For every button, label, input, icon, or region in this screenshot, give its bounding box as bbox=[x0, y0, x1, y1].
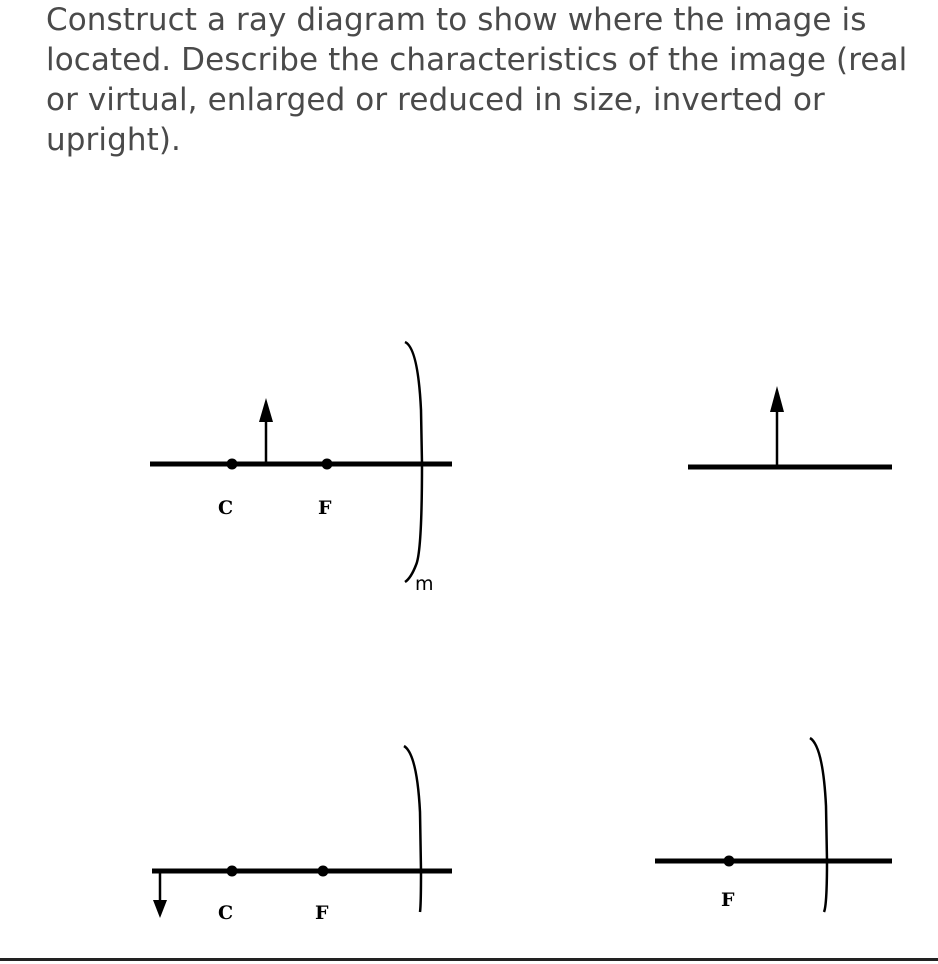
bottom-divider bbox=[0, 958, 938, 961]
focus-label: F bbox=[318, 497, 332, 519]
focus-label: F bbox=[315, 902, 329, 924]
question-text: Construct a ray diagram to show where the image is located. Describe the characteristics of the image (real or virtual, enlarged or reduced in size, inverted or upright). bbox=[46, 2, 908, 158]
concave-mirror bbox=[810, 738, 827, 912]
object-arrow bbox=[259, 398, 273, 464]
center-label: C bbox=[218, 497, 234, 519]
center-point bbox=[227, 459, 238, 470]
mirror-label: m bbox=[415, 573, 434, 595]
panel-4 bbox=[655, 738, 892, 912]
panel-3 bbox=[152, 746, 452, 924]
panel-2 bbox=[688, 386, 892, 467]
focal-point bbox=[322, 459, 333, 470]
focal-point bbox=[724, 856, 735, 867]
focal-point bbox=[318, 866, 329, 877]
object-arrow bbox=[770, 386, 784, 467]
center-label: C bbox=[218, 902, 234, 924]
focus-label: F bbox=[721, 889, 735, 911]
panel-1 bbox=[150, 342, 452, 595]
center-point bbox=[227, 866, 238, 877]
object-arrow bbox=[153, 871, 167, 918]
concave-mirror bbox=[404, 746, 421, 912]
